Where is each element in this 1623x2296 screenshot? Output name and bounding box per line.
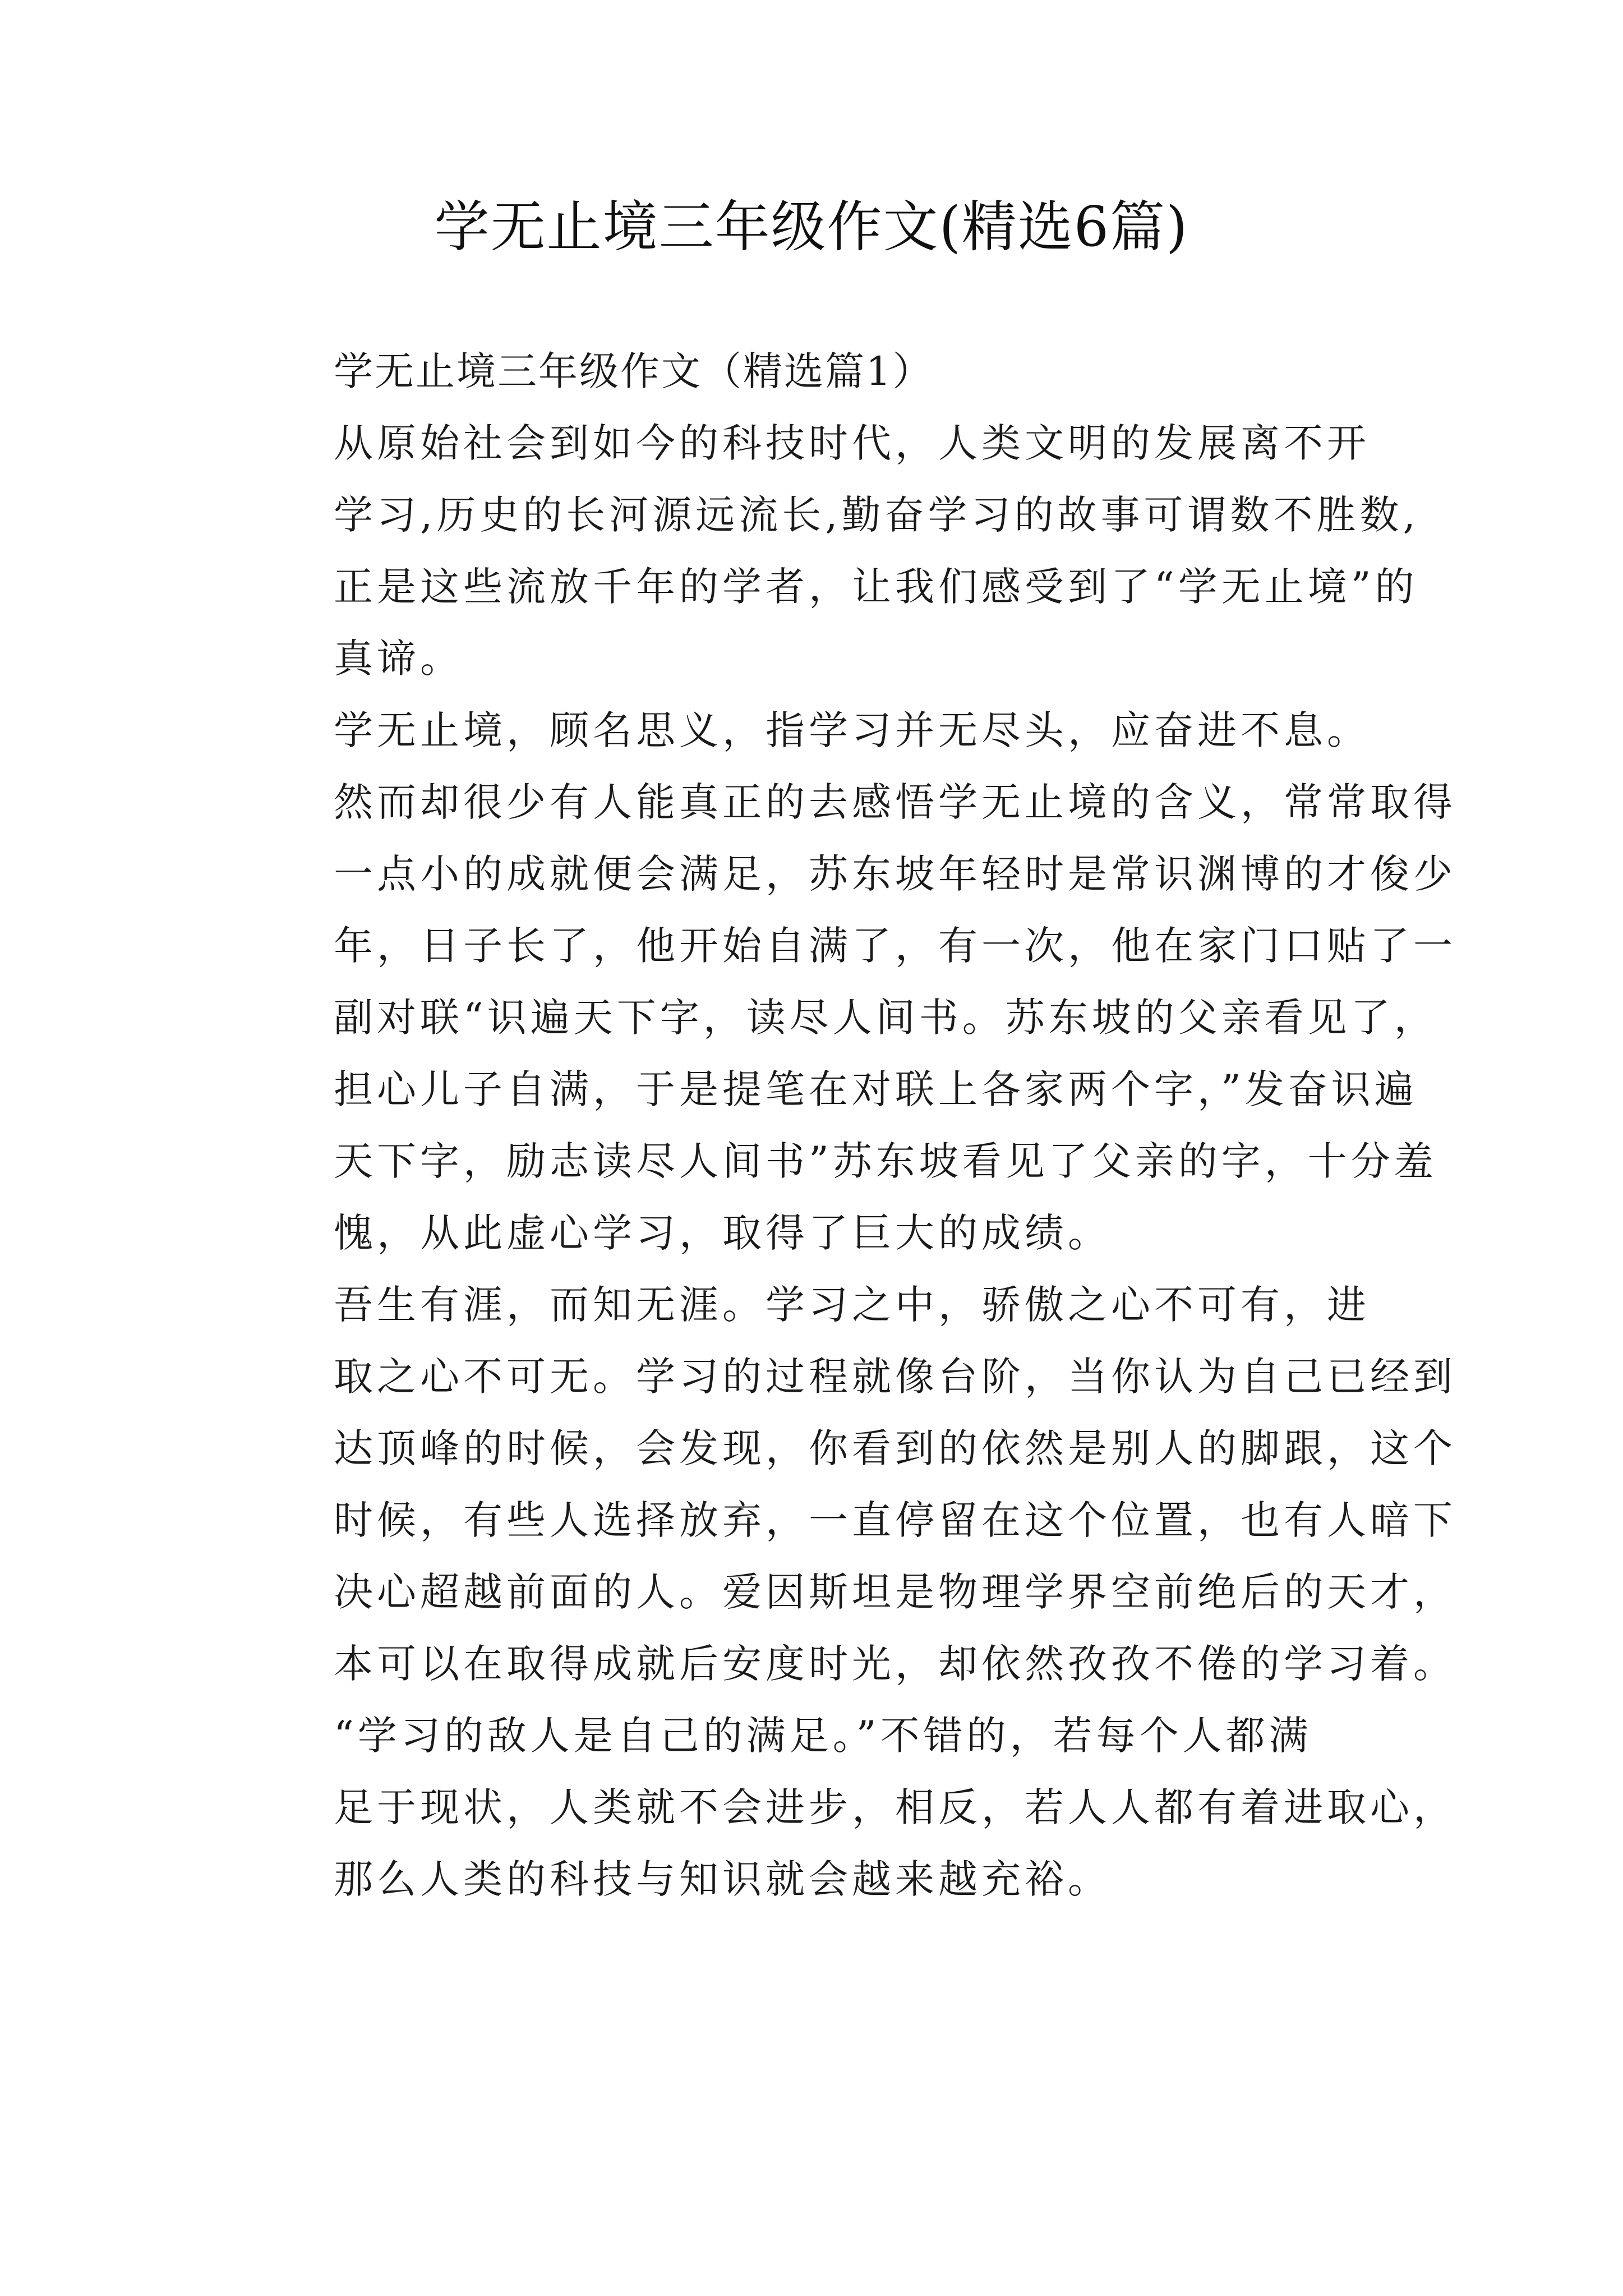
text-line: “学习的敌人是自己的满足。”不错的，若每个人都满	[334, 1713, 1312, 1759]
text-line: 天下字，励志读尽人间书”苏东坡看见了父亲的字，十分羞	[334, 1138, 1437, 1184]
text-line: 一点小的成就便会满足，苏东坡年轻时是常识渊博的才俊少	[334, 851, 1456, 897]
text-line: 取之心不可无。学习的过程就像台阶，当你认为自己已经到	[334, 1354, 1456, 1400]
paragraph-3	[250, 1269, 1456, 1700]
text-line: 然而却很少有人能真正的去感悟学无止境的含义，常常取得	[334, 779, 1456, 825]
text-line: 担心儿子自满，于是提笔在对联上各家两个字，”发奋识遍	[334, 1066, 1418, 1112]
text-line: 从原始社会到如今的科技时代，人类文明的发展离不开	[334, 420, 1370, 466]
document-title: 学无止境三年级作文(精选6篇)	[434, 195, 1189, 259]
text-line: 正是这些流放千年的学者，让我们感受到了“学无止境”的	[334, 564, 1418, 610]
document-body	[250, 335, 1456, 1915]
section-heading: 学无止境三年级作文（精选篇1）	[334, 348, 934, 394]
text-line: 本可以在取得成就后安度时光，却依然孜孜不倦的学习着。	[334, 1641, 1456, 1687]
text-line: 学无止境，顾名思义，指学习并无尽头，应奋进不息。	[334, 707, 1370, 753]
text-line: 愧，从此虚心学习，取得了巨大的成绩。	[334, 1210, 1111, 1256]
paragraph-2	[250, 694, 1456, 1269]
text-line: 副对联“识遍天下字，读尽人间书。苏东坡的父亲看见了，	[334, 995, 1437, 1041]
text-line: 年，日子长了，他开始自满了，有一次，他在家门口贴了一	[334, 923, 1456, 969]
text-line: 那么人类的科技与知识就会越来越充裕。	[334, 1856, 1111, 1902]
paragraph-4	[250, 1700, 1456, 1915]
text-line: 吾生有涯，而知无涯。学习之中，骄傲之心不可有，进	[334, 1282, 1370, 1328]
text-line: 真谛。	[334, 636, 463, 682]
text-line: 时候，有些人选择放弃，一直停留在这个位置，也有人暗下	[334, 1497, 1456, 1543]
text-line: 学习,历史的长河源远流长,勤奋学习的故事可谓数不胜数,	[334, 492, 1419, 538]
text-line: 达顶峰的时候，会发现，你看到的依然是别人的脚跟，这个	[334, 1425, 1456, 1471]
text-line: 决心超越前面的人。爱因斯坦是物理学界空前绝后的天才，	[334, 1569, 1456, 1615]
paragraph-1	[250, 407, 1419, 694]
text-line: 足于现状，人类就不会进步，相反，若人人都有着进取心，	[334, 1784, 1456, 1830]
